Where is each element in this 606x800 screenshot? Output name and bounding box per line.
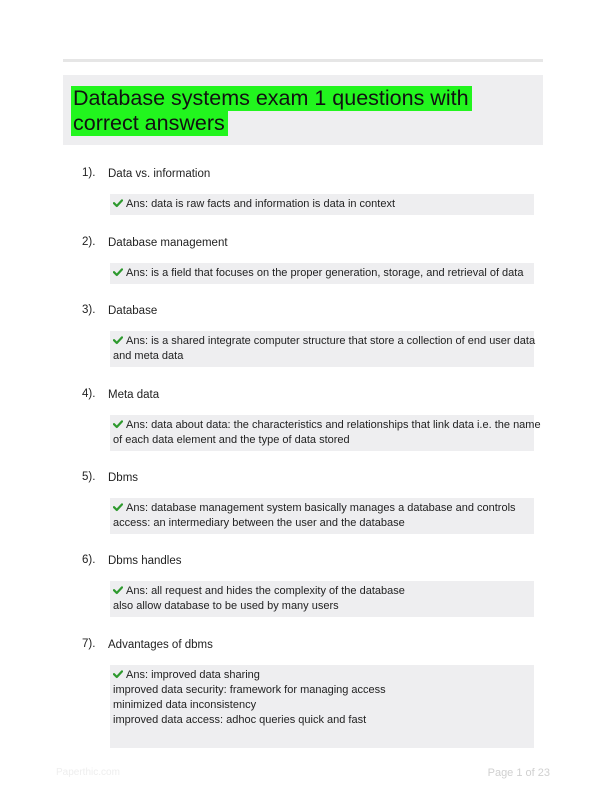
checkmark-icon bbox=[113, 198, 123, 208]
answer-box bbox=[110, 263, 534, 284]
question-text: Database bbox=[108, 305, 158, 317]
question-text: Data vs. information bbox=[108, 168, 211, 180]
answer-line bbox=[113, 516, 528, 531]
question-number: 2). bbox=[82, 236, 96, 248]
page-number: Page 1 of 23 bbox=[487, 767, 550, 779]
answer-box bbox=[110, 194, 534, 215]
answer-line bbox=[113, 349, 528, 364]
answer-text: and meta data bbox=[113, 350, 184, 362]
checkmark-icon bbox=[113, 419, 123, 429]
answer-line bbox=[113, 584, 528, 599]
answer-line bbox=[113, 501, 528, 516]
answer-text: Ans: data is raw facts and information is data in context bbox=[126, 198, 396, 210]
checkmark-icon bbox=[113, 267, 123, 277]
question-number: 7). bbox=[82, 638, 96, 650]
answer-line bbox=[113, 433, 528, 448]
answer-text: minimized data inconsistency bbox=[113, 699, 257, 711]
answer-text: Ans: improved data sharing bbox=[126, 669, 260, 681]
question-text: Meta data bbox=[108, 389, 160, 401]
answer-text: Ans: all request and hides the complexity of the database bbox=[126, 585, 405, 597]
answer-line bbox=[113, 668, 528, 683]
answer-text: improved data access: adhoc queries quick and fast bbox=[113, 714, 367, 726]
answer-line bbox=[113, 266, 528, 281]
checkmark-icon bbox=[113, 669, 123, 679]
answer-box bbox=[110, 415, 541, 451]
answer-line bbox=[113, 713, 528, 728]
answer-text: also allow database to be used by many users bbox=[113, 600, 339, 612]
answer-line bbox=[113, 418, 541, 433]
checkmark-icon bbox=[113, 502, 123, 512]
footer-watermark: Paperthic.com bbox=[56, 767, 120, 778]
answer-text: Ans: is a field that focuses on the proper generation, storage, and retrieval of data bbox=[126, 267, 524, 279]
question-text: Dbms bbox=[108, 472, 139, 484]
question-number: 5). bbox=[82, 471, 96, 483]
question-number: 6). bbox=[82, 554, 96, 566]
answer-box bbox=[110, 581, 534, 617]
answer-text: Ans: is a shared integrate computer structure that store a collection of end user data bbox=[126, 335, 536, 347]
answer-box bbox=[110, 498, 534, 534]
top-divider bbox=[63, 59, 543, 62]
question-number: 4). bbox=[82, 388, 96, 400]
question-number: 1). bbox=[82, 167, 96, 179]
answer-line bbox=[113, 599, 528, 614]
answer-line bbox=[113, 197, 528, 212]
question-text: Database management bbox=[108, 237, 228, 249]
answer-box bbox=[110, 331, 534, 367]
question-text: Advantages of dbms bbox=[108, 639, 213, 651]
answer-text: of each data element and the type of data stored bbox=[113, 434, 350, 446]
document-title bbox=[71, 86, 511, 136]
title-highlight: Database systems exam 1 questions with correct answers bbox=[71, 86, 472, 136]
answer-text: access: an intermediary between the user and the database bbox=[113, 517, 405, 529]
question-number: 3). bbox=[82, 304, 96, 316]
question-text: Dbms handles bbox=[108, 555, 182, 567]
answer-text: Ans: database management system basically manages a database and controls bbox=[126, 502, 516, 514]
answer-line bbox=[113, 334, 536, 349]
answer-text: Ans: data about data: the characteristics and relationships that link data i.e. the name bbox=[126, 419, 541, 431]
checkmark-icon bbox=[113, 585, 123, 595]
checkmark-icon bbox=[113, 335, 123, 345]
answer-text: improved data security: framework for managing access bbox=[113, 684, 386, 696]
answer-line bbox=[113, 698, 528, 713]
answer-line bbox=[113, 683, 528, 698]
answer-box bbox=[110, 665, 534, 748]
